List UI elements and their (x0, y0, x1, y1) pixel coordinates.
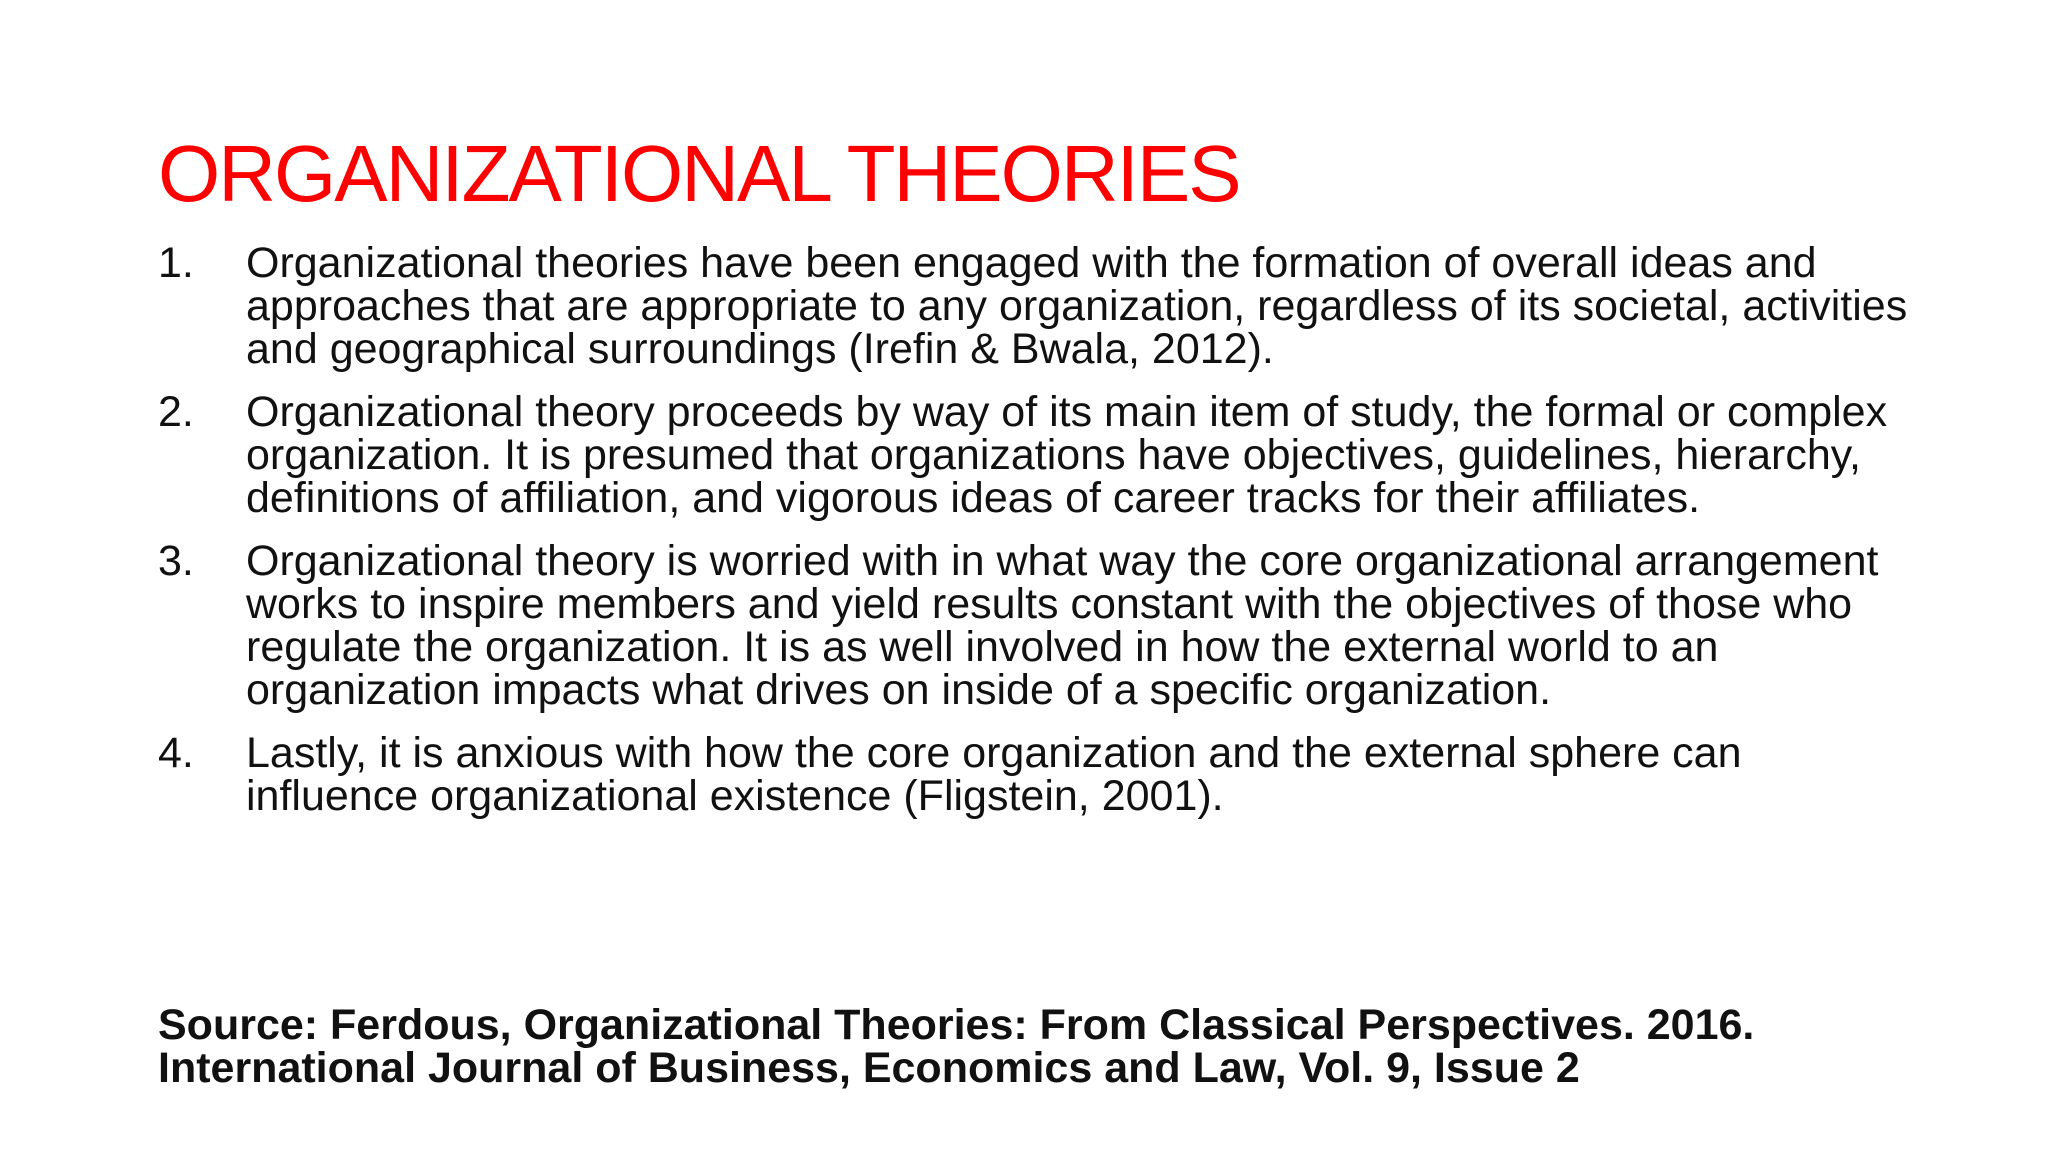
slide-title: ORGANIZATIONAL THEORIES (158, 129, 1240, 218)
list-item (158, 729, 1918, 820)
list-item (158, 239, 1918, 373)
list-item-text: Organizational theory is worried with in what way the core organizational arrangement works to inspire members and yield results constant with the objectives of those who regulate the organization. It is as well involved in how the external world to an organization impacts what drives on inside of a specific organization. (246, 537, 1879, 714)
source-line-1: Source: Ferdous, Organizational Theories: From Classical Perspectives. 2016. (158, 1001, 1755, 1049)
list-item-number: 1. (158, 239, 194, 287)
list-item-number: 2. (158, 388, 194, 436)
list-item-number: 4. (158, 729, 194, 777)
list-item-number: 3. (158, 537, 194, 585)
list-item-text: Organizational theory proceeds by way of its main item of study, the formal or complex organization. It is presumed that organizations have objectives, guidelines, hierarchy, definitions of affiliation, and vigorous ideas of career tracks for their affiliates. (246, 388, 1888, 522)
list-item-text: Organizational theories have been engaged with the formation of overall ideas and approaches that are appropriate to any organization, regardless of its societal, activities and geographical surroundings (Irefin & Bwala, 2012). (246, 239, 1908, 373)
list-item (158, 537, 1918, 714)
source-line-2: International Journal of Business, Economics and Law, Vol. 9, Issue 2 (158, 1044, 1580, 1092)
theory-list (158, 239, 1918, 838)
list-item-text: Lastly, it is anxious with how the core organization and the external sphere can influence organizational existence (Fligstein, 2001). (246, 729, 1742, 820)
list-item (158, 388, 1918, 522)
source-citation (158, 1001, 1938, 1092)
